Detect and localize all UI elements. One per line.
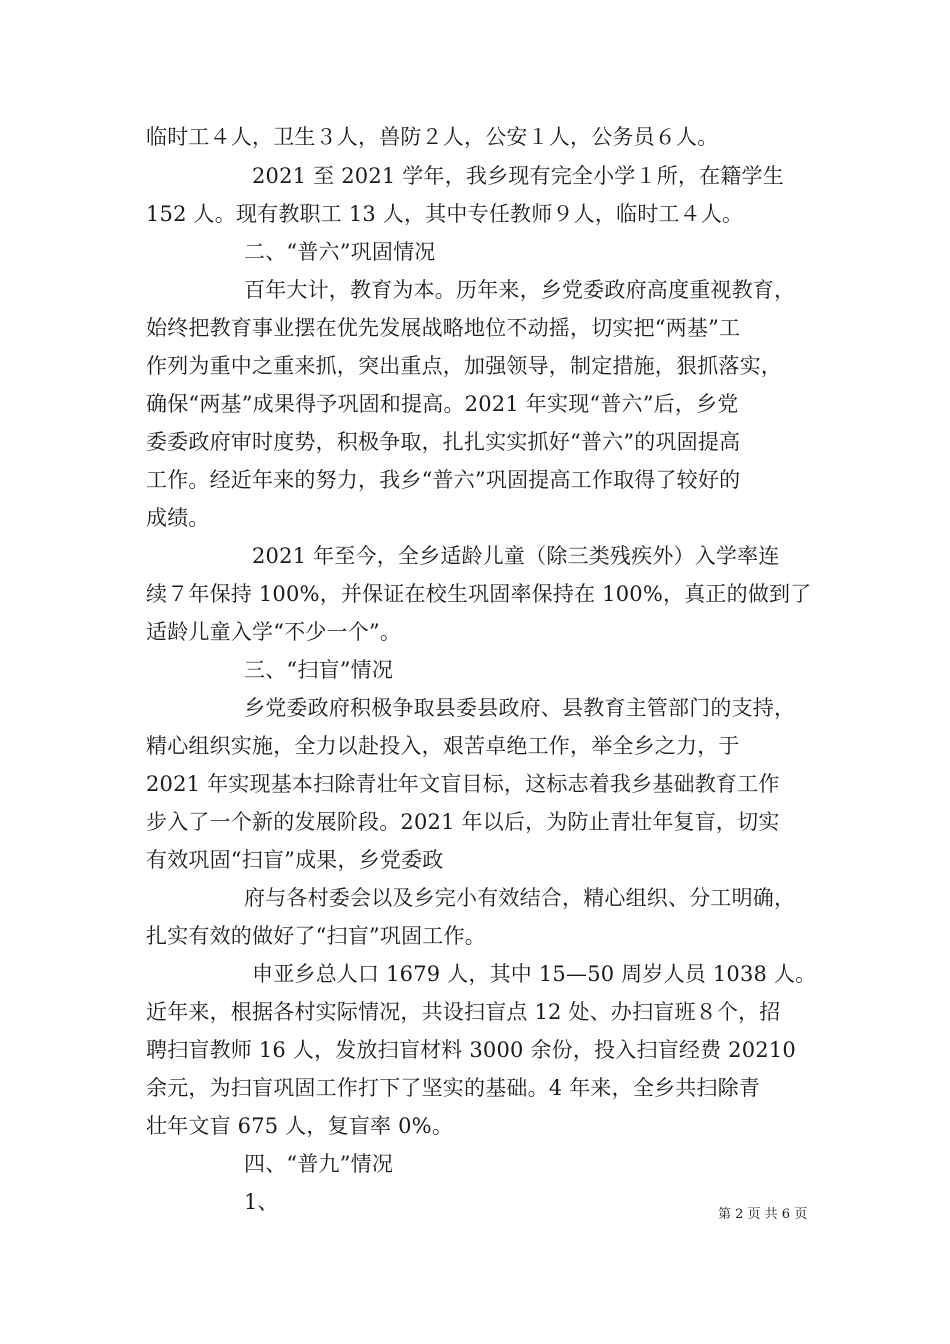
body-line: 作列为重中之重来抓，突出重点，加强领导，制定措施，狠抓落实， [146, 354, 782, 378]
body-line: 聘扫盲教师 16 人，发放扫盲材料 3000 余份，投入扫盲经费 20210 [146, 1038, 796, 1062]
section-heading: 二、“普六”巩固情况 [244, 240, 436, 264]
section-heading: 四、“普九”情况 [244, 1152, 394, 1176]
body-line: 乡党委政府积极争取县委县政府、县教育主管部门的支持， [244, 696, 796, 720]
body-line: 步入了一个新的发展阶段。2021 年以后，为防止青壮年复盲，切实 [146, 810, 780, 834]
body-line: 工作。经近年来的努力，我乡“普六”巩固提高工作取得了较好的 [146, 468, 741, 492]
body-line: 2021 至 2021 学年，我乡现有完全小学１所，在籍学生 [252, 164, 784, 188]
body-line: 确保“两基”成果得予巩固和提高。2021 年实现“普六”后，乡党 [146, 392, 739, 416]
body-line: 委委政府审时度势，积极争取，扎扎实实抓好“普六”的巩固提高 [146, 430, 741, 454]
body-line: 壮年文盲 675 人，复盲率 0%。 [146, 1114, 454, 1138]
body-line: 府与各村委会以及乡完小有效结合，精心组织、分工明确， [244, 886, 796, 910]
body-line: 有效巩固“扫盲”成果，乡党委政 [146, 848, 444, 872]
body-line: 余元，为扫盲巩固工作打下了坚实的基础。4 年来，全乡共扫除青 [146, 1076, 761, 1100]
body-line: 扎实有效的做好了“扫盲”巩固工作。 [146, 924, 486, 948]
body-line: 152 人。现有教职工 13 人，其中专任教师９人，临时工４人。 [146, 202, 744, 226]
body-line: 近年来，根据各村实际情况，共设扫盲点 12 处、办扫盲班８个，招 [146, 1000, 781, 1024]
body-line: 临时工４人，卫生３人，兽防２人，公安１人，公务员６人。 [146, 125, 719, 149]
body-line: 申亚乡总人口 1679 人，其中 15—50 周岁人员 1038 人。 [252, 962, 817, 986]
body-line: 2021 年实现基本扫除青壮年文盲目标，这标志着我乡基础教育工作 [146, 772, 780, 796]
body-line: 始终把教育事业摆在优先发展战略地位不动摇，切实把“两基”工 [146, 316, 741, 340]
page-number: 第 2 页 共 6 页 [718, 1207, 808, 1222]
body-line: 精心组织实施，全力以赴投入，艰苦卓绝工作，举全乡之力，于 [146, 734, 740, 758]
body-line: 1、 [244, 1190, 279, 1214]
section-heading: 三、“扫盲”情况 [244, 658, 394, 682]
body-line: 续７年保持 100%，并保证在校生巩固率保持在 100%，真正的做到了 [146, 582, 812, 606]
body-line: 适龄儿童入学“不少一个”。 [146, 620, 402, 644]
body-line: 2021 年至今，全乡适龄儿童（除三类残疾外）入学率连 [252, 544, 780, 568]
body-line: 成绩。 [146, 506, 210, 530]
body-line: 百年大计，教育为本。历年来，乡党委政府高度重视教育， [244, 278, 796, 302]
